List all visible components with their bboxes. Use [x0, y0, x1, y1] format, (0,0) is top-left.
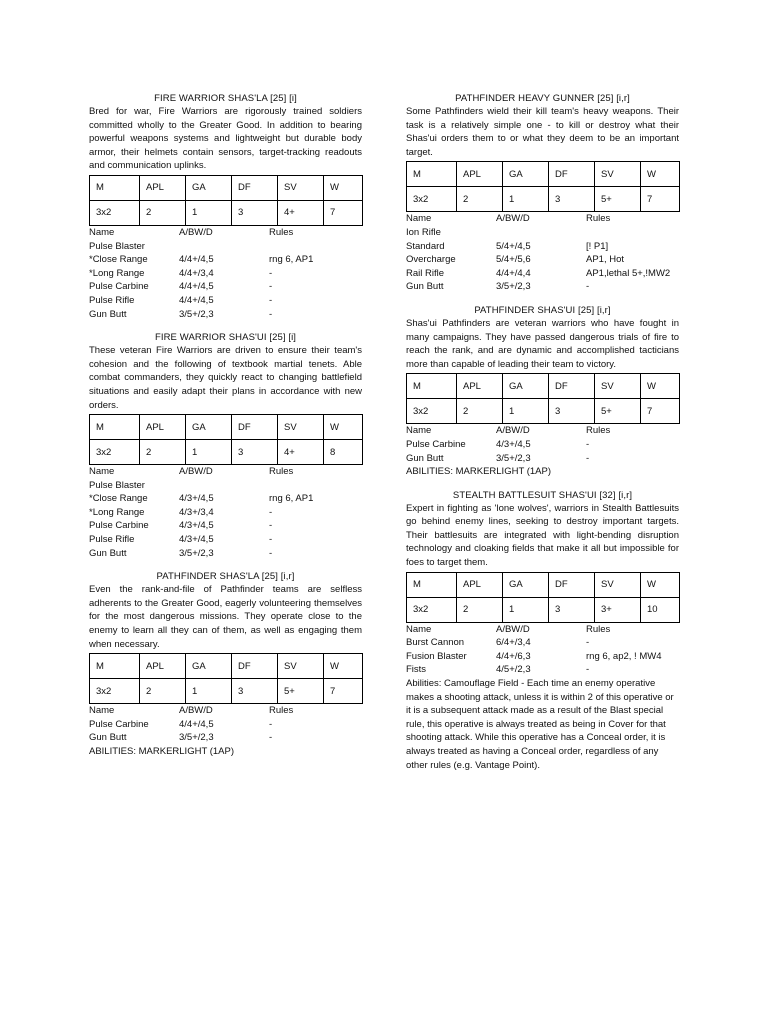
weapon-row [89, 492, 362, 506]
weapon-header-profile: A/BW/D [496, 425, 530, 437]
stat-header-df: DF [549, 162, 595, 187]
weapon-rules: rng 6, AP1 [269, 254, 314, 266]
weapon-name: Pulse Blaster [89, 240, 145, 252]
weapon-profile: 5/4+/5,6 [496, 254, 531, 266]
weapon-row [406, 663, 679, 677]
stat-value-sv: 4+ [278, 200, 324, 225]
weapon-row [406, 280, 679, 294]
stats-header-row [407, 374, 680, 399]
stats-header-row [90, 654, 363, 679]
stat-value-ga: 1 [503, 187, 549, 212]
stat-value-ga: 1 [186, 440, 232, 465]
stat-value-m: 3x2 [90, 679, 140, 704]
weapon-row [89, 253, 362, 267]
stat-value-ga: 1 [503, 597, 549, 622]
stats-value-row [407, 399, 680, 424]
stat-header-sv: SV [278, 175, 324, 200]
stat-value-df: 3 [549, 399, 595, 424]
stat-value-ga: 1 [503, 399, 549, 424]
weapon-profile: 4/3+/4,5 [496, 438, 531, 450]
weapon-row [89, 519, 362, 533]
weapon-name: *Long Range [89, 267, 145, 279]
weapon-header-name: Name [406, 425, 432, 437]
weapon-header-rules: Rules [269, 466, 294, 478]
weapon-name: Rail Rifle [406, 267, 445, 279]
weapon-profile: 4/4+/6,3 [496, 650, 531, 662]
weapon-profile: 4/4+/4,5 [179, 281, 214, 293]
unit-section [406, 92, 679, 294]
stat-header-w: W [641, 374, 680, 399]
weapon-header-rules: Rules [269, 705, 294, 717]
weapon-rules: - [269, 308, 273, 320]
weapon-row [89, 267, 362, 281]
weapon-profile: 4/3+/4,5 [179, 534, 214, 546]
unit-title: FIRE WARRIOR SHAS'LA [25] [i] [154, 93, 297, 104]
weapon-header-profile: A/BW/D [496, 213, 530, 225]
stats-header-row [90, 415, 363, 440]
weapon-rules: - [586, 281, 590, 293]
stat-value-m: 3x2 [90, 200, 140, 225]
stat-value-sv: 5+ [278, 679, 324, 704]
weapon-header-profile: A/BW/D [179, 226, 213, 238]
stat-header-ga: GA [186, 415, 232, 440]
stat-value-apl: 2 [457, 399, 503, 424]
unit-description: Expert in fighting as 'lone wolves', warriors in Stealth Battlesuits go behind enemy lines, seeking to destroy important targets. Their battlesuits are integrated with light-bending disruption technology and cloaking fields that make it all but impossible for foes to target them. [406, 502, 679, 569]
stat-value-m: 3x2 [407, 597, 457, 622]
weapon-row [89, 731, 362, 745]
weapon-name: *Long Range [89, 506, 145, 518]
weapons-list [89, 226, 362, 321]
stat-value-w: 7 [324, 679, 363, 704]
stats-value-row [90, 440, 363, 465]
weapon-rules: - [269, 267, 273, 279]
weapon-row [89, 294, 362, 308]
weapon-header-profile: A/BW/D [179, 705, 213, 717]
weapon-rules: - [269, 534, 273, 546]
stat-header-df: DF [232, 415, 278, 440]
stat-header-w: W [324, 654, 363, 679]
stat-header-apl: APL [457, 572, 503, 597]
weapon-rules: - [586, 438, 590, 450]
stat-header-ga: GA [186, 175, 232, 200]
weapon-name: Gun Butt [89, 732, 127, 744]
weapon-row [89, 506, 362, 520]
weapon-name: Standard [406, 240, 445, 252]
stat-header-m: M [407, 572, 457, 597]
stat-header-df: DF [549, 572, 595, 597]
weapon-profile: 3/5+/2,3 [179, 732, 214, 744]
unit-title: PATHFINDER SHAS'LA [25] [i,r] [156, 571, 295, 583]
weapon-rules [586, 226, 679, 240]
stats-value-row [407, 187, 680, 212]
left-column [89, 92, 362, 769]
weapon-name: Pulse Carbine [89, 718, 149, 730]
weapon-name: Fists [406, 664, 427, 676]
weapon-name: Pulse Carbine [406, 438, 466, 450]
weapon-rules: - [269, 520, 273, 532]
unit-section [89, 92, 362, 321]
stats-table [406, 572, 680, 623]
weapon-row [89, 718, 362, 732]
stat-header-apl: APL [457, 162, 503, 187]
weapon-name: Gun Butt [406, 281, 444, 293]
stat-header-sv: SV [595, 162, 641, 187]
unit-description: Bred for war, Fire Warriors are rigorously trained soldiers committed wholly to the Greater Good. In addition to bearing powerful weapons systems and lightweight but durable body armor, their helmets contain sensors, target-tracking readouts and communication uplinks. [89, 106, 362, 172]
weapon-header-profile: A/BW/D [496, 623, 530, 635]
weapon-name: Pulse Carbine [89, 281, 149, 293]
weapons-header-row [89, 704, 362, 718]
weapon-name: Gun Butt [406, 452, 444, 464]
weapon-header-name: Name [89, 466, 115, 478]
weapon-name: Fusion Blaster [406, 650, 467, 662]
unit-section [89, 331, 362, 560]
unit-abilities: Abilities: Camouflage Field - Each time an enemy operative makes a shooting attack, unless it is within 2 of this operative or it is a subsequent attack made as a result of the Blast special rule, this operative is always treated as being in Cover for that shooting attack. While this operative has a Conceal order, it is always treated as having a Conceal order, regardless of any other rules (e.g. Vantage Point). [406, 678, 674, 771]
weapon-row [406, 650, 679, 664]
stat-value-m: 3x2 [90, 440, 140, 465]
stat-value-sv: 4+ [278, 440, 324, 465]
weapon-rules: - [269, 281, 273, 293]
weapon-header-name: Name [89, 226, 115, 238]
stat-header-m: M [407, 374, 457, 399]
stat-value-ga: 1 [186, 200, 232, 225]
weapon-row [406, 267, 679, 281]
stat-header-ga: GA [186, 654, 232, 679]
weapon-rules: - [269, 732, 273, 744]
stat-value-sv: 5+ [595, 399, 641, 424]
unit-title: PATHFINDER HEAVY GUNNER [25] [i,r] [455, 93, 630, 104]
weapon-rules: rng 6, ap2, ! MW4 [586, 650, 662, 662]
stats-header-row [407, 162, 680, 187]
stat-value-ga: 1 [186, 679, 232, 704]
weapon-row [89, 280, 362, 294]
stats-table [406, 161, 680, 212]
weapon-row [89, 479, 362, 493]
weapon-row [89, 533, 362, 547]
weapons-header-row [89, 226, 362, 240]
weapons-header-row [406, 212, 679, 226]
weapon-header-name: Name [406, 213, 432, 225]
weapon-row [89, 308, 362, 322]
stat-header-ga: GA [503, 162, 549, 187]
weapon-name: Gun Butt [89, 547, 127, 559]
stat-header-w: W [324, 175, 363, 200]
stat-header-sv: SV [278, 654, 324, 679]
weapon-header-rules: Rules [586, 213, 611, 225]
stat-header-apl: APL [140, 654, 186, 679]
weapon-name: Ion Rifle [406, 226, 441, 238]
stat-header-m: M [90, 654, 140, 679]
unit-section [89, 570, 362, 758]
unit-description: Even the rank-and-file of Pathfinder teams are selfless adherents to the Greater Good, eagerly volunteering themselves for the most dangerous missions. They operate close to the enemy to learn all they can of them, as well as engaging them when necessary. [89, 584, 362, 650]
unit-section [406, 489, 679, 773]
weapons-list [89, 704, 362, 745]
stats-value-row [407, 597, 680, 622]
stats-value-row [90, 200, 363, 225]
weapon-rules: - [586, 664, 590, 676]
stat-header-sv: SV [595, 572, 641, 597]
weapon-rules: - [269, 506, 273, 518]
weapon-rules: AP1,lethal 5+,!MW2 [586, 267, 671, 279]
stat-header-df: DF [549, 374, 595, 399]
weapon-row [406, 452, 679, 466]
unit-section [406, 304, 679, 479]
weapon-rules: [! P1] [586, 240, 609, 252]
weapon-profile: 4/4+/4,4 [496, 267, 531, 279]
weapon-row [89, 240, 362, 254]
weapon-profile: 3/5+/2,3 [496, 452, 531, 464]
stat-value-df: 3 [549, 187, 595, 212]
stat-value-sv: 3+ [595, 597, 641, 622]
weapon-rules: AP1, Hot [586, 254, 625, 266]
stat-header-ga: GA [503, 374, 549, 399]
stat-value-w: 7 [641, 187, 680, 212]
weapons-header-row [406, 623, 679, 637]
stats-value-row [90, 679, 363, 704]
stat-header-df: DF [232, 654, 278, 679]
weapon-row [406, 226, 679, 240]
stat-value-apl: 2 [140, 440, 186, 465]
weapon-profile: 4/3+/4,5 [179, 493, 214, 505]
stat-value-m: 3x2 [407, 399, 457, 424]
weapon-profile: 4/4+/4,5 [179, 254, 214, 266]
weapon-profile: 3/5+/2,3 [179, 547, 214, 559]
weapon-header-name: Name [89, 705, 115, 717]
stat-value-w: 8 [324, 440, 363, 465]
stat-header-df: DF [232, 175, 278, 200]
stat-header-sv: SV [278, 415, 324, 440]
stat-value-df: 3 [232, 200, 278, 225]
stat-header-m: M [90, 175, 140, 200]
weapon-rules: - [586, 452, 590, 464]
stat-header-w: W [641, 162, 680, 187]
stat-value-apl: 2 [140, 679, 186, 704]
weapon-profile: 4/5+/2,3 [496, 664, 531, 676]
weapon-name: Burst Cannon [406, 637, 465, 649]
stats-table [89, 414, 363, 465]
weapon-rules: rng 6, AP1 [269, 493, 314, 505]
weapon-profile [179, 240, 269, 254]
weapon-profile: 6/4+/3,4 [496, 637, 531, 649]
weapon-profile: 4/4+/4,5 [179, 294, 214, 306]
stat-value-w: 7 [641, 399, 680, 424]
weapons-list [406, 424, 679, 465]
stat-value-df: 3 [232, 679, 278, 704]
stat-header-sv: SV [595, 374, 641, 399]
weapon-row [406, 438, 679, 452]
stat-value-sv: 5+ [595, 187, 641, 212]
unit-description: Some Pathfinders wield their kill team's heavy weapons. Their task is a relatively simple one - to kill or destroy what their Shas'ui orders them to or what they deem to be an important target. [406, 106, 679, 158]
weapon-name: Pulse Rifle [89, 534, 135, 546]
weapon-profile: 4/3+/3,4 [179, 506, 214, 518]
weapon-name: Pulse Carbine [89, 520, 149, 532]
weapon-rules: - [269, 718, 273, 730]
weapon-row [406, 240, 679, 254]
stats-table [89, 175, 363, 226]
stat-value-m: 3x2 [407, 187, 457, 212]
weapon-rules: - [269, 547, 273, 559]
weapon-profile: 5/4+/4,5 [496, 240, 531, 252]
unit-title: FIRE WARRIOR SHAS'UI [25] [i] [154, 332, 297, 344]
weapon-profile: 4/4+/4,5 [179, 718, 214, 730]
weapon-profile: 3/5+/2,3 [179, 308, 214, 320]
stat-header-apl: APL [457, 374, 503, 399]
weapon-rules: - [269, 294, 273, 306]
weapon-profile: 4/3+/4,5 [179, 520, 214, 532]
weapon-header-rules: Rules [586, 623, 611, 635]
weapon-profile [496, 226, 586, 240]
weapons-header-row [89, 465, 362, 479]
unit-description: These veteran Fire Warriors are driven to ensure their team's cohesion and the following of textbook martial tenets. Able combat commanders, they quickly react to changing battlefield situations and easily adapt their plans in accordance with new orders. [89, 345, 362, 411]
unit-description: Shas'ui Pathfinders are veteran warriors who have fought in many campaigns. They have passed dangerous trials of fire to reach the rank, and are dynamic and accomplished tacticians more than capable of leading their team to victory. [406, 317, 679, 370]
weapon-name: *Close Range [89, 254, 148, 266]
stat-header-ga: GA [503, 572, 549, 597]
stat-header-w: W [324, 415, 363, 440]
weapon-name: Gun Butt [89, 308, 127, 320]
weapons-list [89, 465, 362, 560]
weapon-row [406, 636, 679, 650]
stats-header-row [90, 175, 363, 200]
stats-table [406, 373, 680, 424]
weapon-profile: 3/5+/2,3 [496, 281, 531, 293]
weapon-header-name: Name [406, 623, 432, 635]
weapon-rules [269, 240, 362, 254]
unit-title: PATHFINDER SHAS'UI [25] [i,r] [474, 304, 611, 316]
weapon-profile [179, 479, 269, 493]
unit-abilities: ABILITIES: MARKERLIGHT (1AP) [406, 466, 552, 478]
weapon-header-profile: A/BW/D [179, 466, 213, 478]
stats-table [89, 653, 363, 704]
weapons-list [406, 212, 679, 294]
weapon-rules [269, 479, 362, 493]
right-column [406, 92, 679, 782]
stat-header-m: M [407, 162, 457, 187]
stat-value-w: 7 [324, 200, 363, 225]
stat-header-apl: APL [140, 175, 186, 200]
stats-header-row [407, 572, 680, 597]
stat-header-m: M [90, 415, 140, 440]
stat-value-df: 3 [232, 440, 278, 465]
unit-title: STEALTH BATTLESUIT SHAS'UI [32] [i,r] [452, 489, 633, 501]
weapon-row [89, 547, 362, 561]
weapon-name: *Close Range [89, 493, 148, 505]
weapons-header-row [406, 424, 679, 438]
weapon-name: Pulse Blaster [89, 479, 145, 491]
unit-abilities: ABILITIES: MARKERLIGHT (1AP) [89, 746, 235, 757]
weapon-name: Pulse Rifle [89, 294, 135, 306]
stat-value-apl: 2 [140, 200, 186, 225]
weapons-list [406, 623, 679, 677]
weapon-name: Overcharge [406, 254, 456, 266]
weapon-row [406, 253, 679, 267]
stat-value-w: 10 [641, 597, 680, 622]
stat-value-apl: 2 [457, 597, 503, 622]
stat-header-w: W [641, 572, 680, 597]
weapon-header-rules: Rules [269, 226, 294, 238]
weapon-rules: - [586, 637, 590, 649]
stat-value-apl: 2 [457, 187, 503, 212]
stat-header-apl: APL [140, 415, 186, 440]
stat-value-df: 3 [549, 597, 595, 622]
weapon-header-rules: Rules [586, 425, 611, 437]
weapon-profile: 4/4+/3,4 [179, 267, 214, 279]
